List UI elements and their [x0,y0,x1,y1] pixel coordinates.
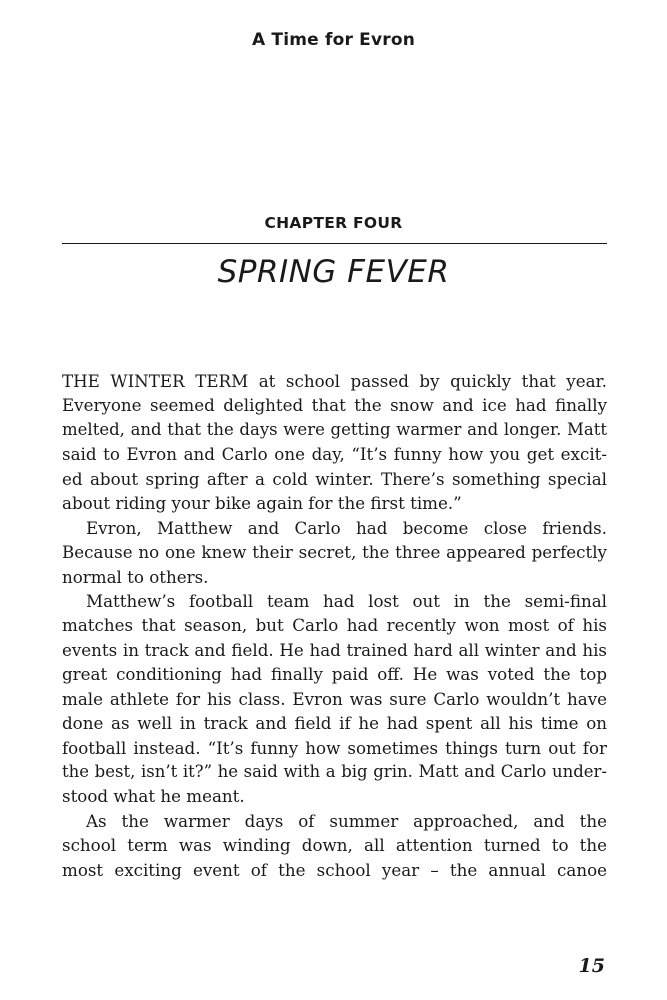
text-line: said to Evron and Carlo one day, “It’s funny how you get excit- [62,444,607,465]
text-line: normal to others. [62,566,209,587]
text-line: football instead. “It’s funny how sometimes things turn out for [62,737,607,758]
text-line: most exciting event of the school year – the annual canoe [62,859,607,880]
text-line: ed about spring after a cold winter. There’s something special [62,468,607,489]
text-line: great conditioning had finally paid off. He was voted the top [62,664,607,685]
paragraph [62,589,607,809]
text-line: about riding your bike again for the first time.” [62,493,462,514]
text-line: stood what he meant. [62,786,245,807]
text-line: events in track and field. He had trained hard all winter and his [62,639,607,660]
chapter-title: SPRING FEVER [217,254,450,290]
text-line: done as well in track and field if he had spent all his time on [62,713,607,734]
text-line: As the warmer days of summer approached, and the [86,810,607,831]
text-line: THE WINTER TERM at school passed by quickly that year. [62,371,607,391]
text-line: Matthew’s football team had lost out in the semi-final [86,590,607,611]
paragraph [62,809,607,882]
text-line: the best, isn’t it?” he said with a big grin. Matt and Carlo under- [62,762,607,781]
paragraph [62,369,607,516]
running-head: A Time for Evron [251,30,416,50]
text-line: Evron, Matthew and Carlo had become close friends. [86,517,607,538]
paragraph [62,516,607,589]
text-line: school term was winding down, all attention turned to the [62,835,607,856]
body-text [62,369,607,882]
chapter-label: CHAPTER FOUR [264,214,403,232]
text-line: Because no one knew their secret, the three appeared perfectly [62,542,607,563]
text-line: male athlete for his class. Evron was sure Carlo wouldn’t have [62,688,607,709]
chapter-divider [62,243,607,244]
text-line: melted, and that the days were getting warmer and longer. Matt [62,419,607,439]
page-number: 15 [578,955,605,977]
text-line: Everyone seemed delighted that the snow and ice had finally [62,395,607,416]
text-line: matches that season, but Carlo had recently won most of his [62,615,607,636]
